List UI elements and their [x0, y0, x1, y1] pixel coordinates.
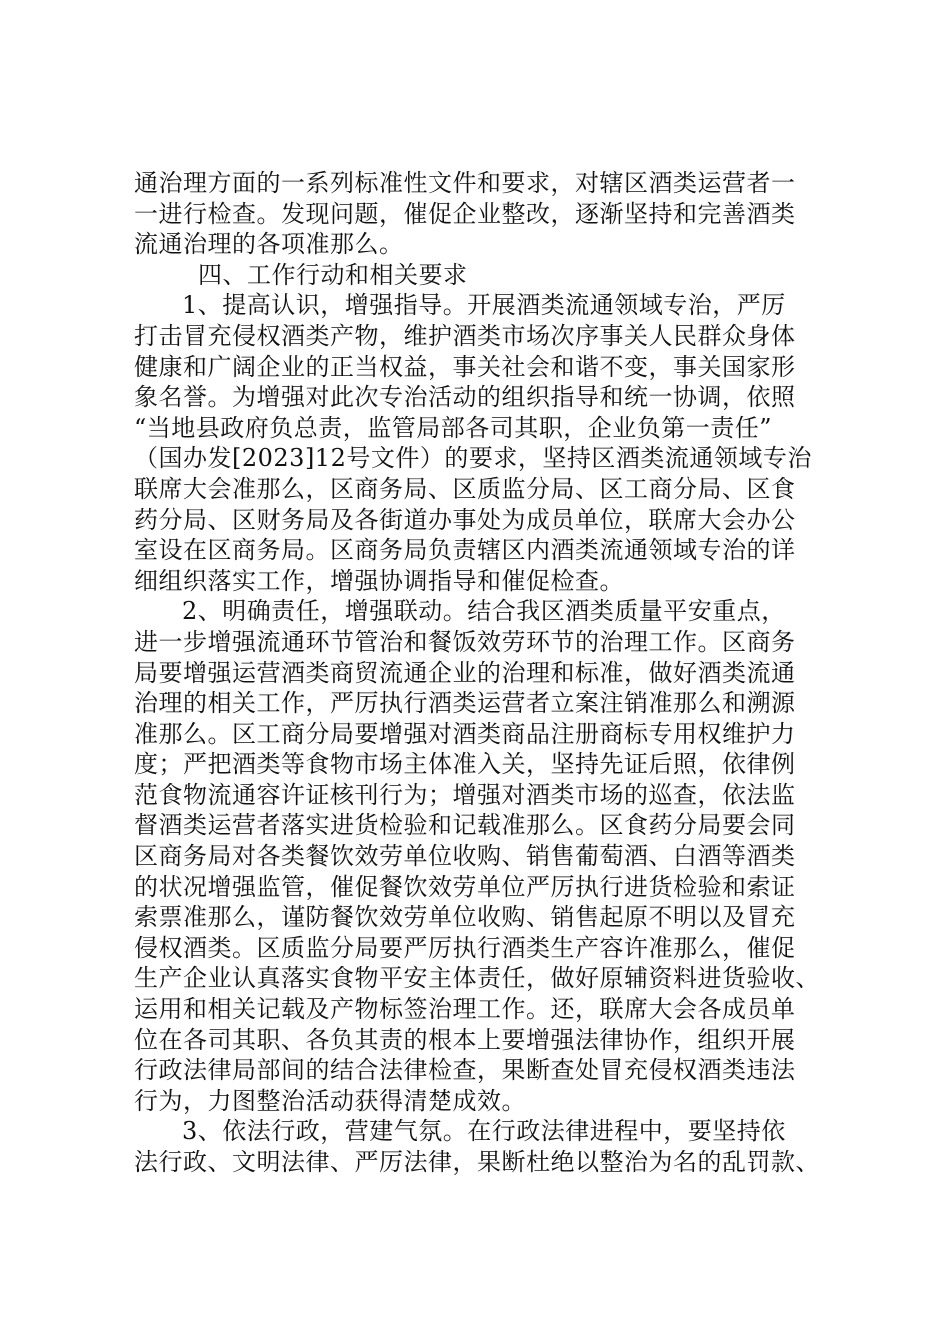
- text-line: 行政法律局部间的结合法律检查，果断查处冒充侵权酒类违法: [134, 1056, 796, 1085]
- text-line: 室设在区商务局。区商务局负责辖区内酒类流通领域专治的详: [134, 536, 796, 565]
- text-line: 度；严把酒类等食物市场主体准入关，坚持先证后照，依律例: [134, 750, 796, 779]
- text-line: 打击冒充侵权酒类产物，维护酒类市场次序事关人民群众身体: [134, 321, 796, 350]
- text-line: 通治理方面的一系列标准性文件和要求，对辖区酒类运营者一: [134, 169, 796, 197]
- text-line: 法行政、文明法律、严厉法律，果断杜绝以整治为名的乱罚款、: [134, 1148, 820, 1176]
- paragraph-start: 2、明确责任，增强联动。结合我区酒类质量平安重点，: [182, 597, 786, 626]
- text-line: 行为，力图整治活动获得清楚成效。: [134, 1086, 526, 1115]
- text-line: “当地县政府负总责，监管局部各司其职，企业负第一责任”: [134, 413, 773, 442]
- text-line: 治理的相关工作，严厉执行酒类运营者立案注销准那么和溯源: [134, 689, 796, 718]
- text-line: 局要增强运营酒类商贸流通企业的治理和标准，做好酒类流通: [134, 658, 796, 687]
- paragraph-start: 3、依法行政，营建气氛。在行政法律进程中，要坚持依: [182, 1117, 786, 1146]
- text-line: 侵权酒类。区质监分局要严厉执行酒类生产容许准那么，催促: [134, 933, 796, 962]
- text-line: 细组织落实工作，增强协调指导和催促检查。: [134, 566, 624, 595]
- text-line: 督酒类运营者落实进货检验和记载准那么。区食药分局要会同: [134, 811, 796, 840]
- text-line: 进一步增强流通环节管治和餐饭效劳环节的治理工作。区商务: [134, 627, 796, 656]
- text-line: 流通治理的各项准那么。: [134, 230, 404, 259]
- text-line: （国办发[2023]12号文件）的要求，坚持区酒类流通领域专治: [134, 444, 812, 473]
- text-line: 象名誉。为增强对此次专治活动的组织指导和统一协调，依照: [134, 383, 796, 412]
- text-line: 一进行检查。发现问题，催促企业整改，逐渐坚持和完善酒类: [134, 199, 796, 228]
- text-line: 索票准那么，谨防餐饮效劳单位收购、销售起原不明以及冒充: [134, 903, 796, 932]
- section-heading: 四、工作行动和相关要求: [198, 260, 468, 289]
- text-line: 联席大会准那么，区商务局、区质监分局、区工商分局、区食: [134, 474, 796, 503]
- text-line: 健康和广阔企业的正当权益，事关社会和谐不变，事关国家形: [134, 352, 796, 381]
- paragraph-start: 1、提高认识，增强指导。开展酒类流通领域专治，严厉: [182, 291, 786, 320]
- text-line: 准那么。区工商分局要增强对酒类商品注册商标专用权维护力: [134, 719, 796, 748]
- text-line: 生产企业认真落实食物平安主体责任，做好原辅资料进货验收、: [134, 964, 820, 993]
- text-line: 药分局、区财务局及各街道办事处为成员单位，联席大会办公: [134, 505, 796, 534]
- text-line: 范食物流通容许证核刊行为；增强对酒类市场的巡查，依法监: [134, 780, 796, 809]
- text-line: 位在各司其职、各负其责的根本上要增强法律协作，组织开展: [134, 1025, 796, 1054]
- text-line: 区商务局对各类餐饮效劳单位收购、销售葡萄酒、白酒等酒类: [134, 842, 796, 871]
- text-line: 的状况增强监管，催促餐饮效劳单位严厉执行进货检验和索证: [134, 872, 796, 901]
- document-body: [134, 168, 824, 1178]
- text-line: 运用和相关记载及产物标签治理工作。还，联席大会各成员单: [134, 995, 796, 1024]
